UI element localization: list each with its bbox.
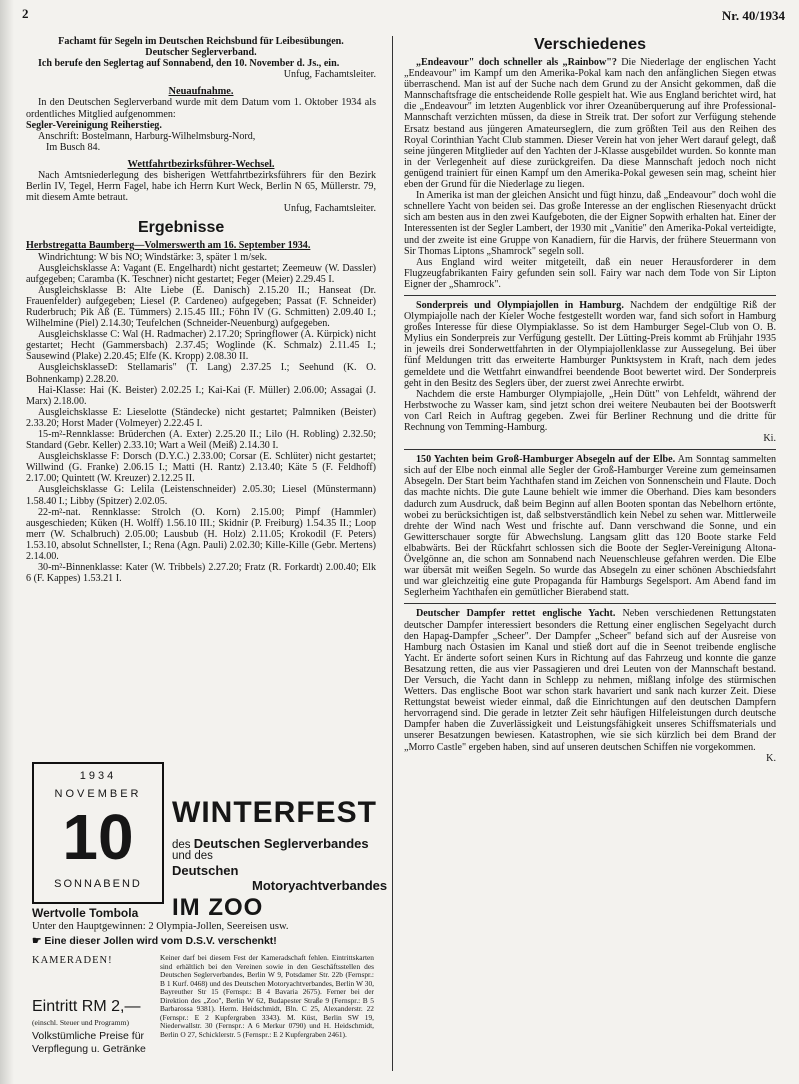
ad-weekday: SONNABEND (54, 878, 142, 890)
ad-ticket-info: Keiner darf bei diesem Fest der Kameradschaft fehlen. Eintrittskarten sind erhältlich bei den Vereinen sowie in den Geschäftsstellen des Deutschen Seglerverbandes, Berlin W 9, Potsdamer Str. 22b (Fernspr.: B 1 Kurf. 0468) und des Deutschen Motoryachtverbandes, Berlin W 30, Bayreuther Str 15 (Fernspr.: B 4 Bavaria 2675). Ferner bei der Direktion des „Zoo", Berlin W 62, Budapester Straße 9 (Fernspr.: B 5 Barbarossa 9381). Herm. Heidschmidt, Bln. C 25, Alexanderstr. 22 (Fernspr.: E 2 Kupfergraben 3343). M. Küst, Berlin SW 19, Niederwallstr. 30 (Fernspr.: A 6 Merkur 0790) und H. Heidschmidt, Berlin O 27, Schicklerstr. 5 (Fernspr.: E 2 Kupfergraben 2461). (160, 953, 374, 1039)
ad-prizes: Unter den Hauptgewinnen: 2 Olympia-Jollen, Seereisen usw. (32, 921, 289, 932)
article-olympiajollen-p2: Nachdem die erste Hamburger Olympiajolle, „Hein Dütt" von Lehfeldt, während der Herbstwoche zu Wasser kam, sind jetzt schon drei weitere Neubauten bei der Bootswerft von Carl Reich in Auftrag gegeben. Zwei für Berliner Rechnung und die dritte für Rechnung von Temming-Hamburg. (404, 388, 776, 433)
herbstregatta-title: Herbstregatta Baumberg—Volmerswerth am 16. September 1934. (26, 240, 311, 252)
left-column (26, 36, 376, 584)
wechsel-signature: Unfug, Fachamtsleiter. (283, 203, 376, 215)
article-separator (404, 449, 776, 450)
result-item: Windrichtung: W bis NO; Windstärke: 3, später 1 m/sek. (38, 251, 268, 263)
article-rettung (404, 608, 776, 752)
ad-tombola: Wertvolle Tombola (32, 906, 139, 920)
ad-line-1-bold: Deutschen Seglerverbandes (193, 836, 369, 851)
neuaufnahme-strasse: Im Busch 84. (46, 141, 101, 153)
ad-jolle-note: ☛ Eine dieser Jollen wird vom D.S.V. verschenkt! (32, 935, 277, 947)
result-item: 30-m²-Binnenklasse: Kater (W. Tribbels) 2.27.20; Fratz (R. Forkardt) 2.00.40; Elk 6 (F. Kappes) 1.53.21 I. (26, 562, 376, 585)
fachamt-line-2: Deutscher Seglerverband. (145, 47, 257, 59)
ad-line-1-pre: des (172, 839, 194, 851)
article-rettung-head: Deutscher Dampfer rettet englische Yacht. (416, 608, 616, 620)
result-item: 22-m²-nat. Rennklasse: Strolch (O. Korn) 2.15.00; Pimpf (Hammler) ausgeschieden; Küken (H. Wolff) 1.56.10 III.; Skidnir (P. Freiburg) 1.54.35 II.; Loop merr (W. Schalbruch) 2.05.00; Lausbub (H. Holz) 2.11.05; Krokodil (F. Peters) 1.53.10, absolut Schnellster, I.; Rena (Agn. Pauli) 2.02.30; Kille-Kille (Gebr. Mertens) 2.14.00. (26, 506, 376, 563)
neuaufnahme-verein: Segler-Vereinigung Reiherstieg. (26, 119, 162, 131)
result-item: Ausgleichsklasse B: Alte Liebe (E. Danisch) 2.15.20 II.; Hanseat (Dr. Frauenfelder) aufgegeben; Liesel (P. Cardeneo) aufgegeben; Passat (F. Schneider) Ruderbruch; Pik Aß (E. Tümmers) 2.15.45 III.; Föhn IV (G. Schmitten) 2.09.40 I.; Wilhelmine (Piel) 2.14.30; Teufelchen (Schneider-Neuenburg) aufgegeben. (26, 284, 376, 330)
article-endeavour-p2: In Amerika ist man der gleichen Ansicht und fügt hinzu, daß „Endeavour" doch wohl die schnellere Yacht von beiden sei. Das große Interesse an der englischen Riesenyacht drückt sich am besten aus in den zwei Kaufgeboten, die der Eigner Sopwith erhalten hat. Einer der Interessenten ist der Segler Lambert, der 1930 mit „Vanitie" den Amerika-Pokal verteidigte, und der zweite ist eine Gruppe von Kanadiern, für die Harvis, der frühere Steuermann von Sir Thomas Liptons „Shamrock" segeln soll. (404, 190, 776, 257)
wechsel-heading: Wettfahrtbezirksführer-Wechsel. (127, 158, 275, 170)
ad-year: 1934 (79, 770, 117, 782)
article-olympiajollen (404, 300, 776, 389)
seglertag-notice: Ich berufe den Seglertag auf Sonnabend, den 10. November d. Js., ein. (38, 58, 340, 70)
result-item: Ausgleichsklasse F: Dorsch (D.Y.C.) 2.33.00; Corsar (E. Schlüter) nicht gestartet; Willwind (G. Franke) 2.06.15 I.; Matti (H. Rantz) 2.13.40; Käte 5 (F. Feldhoff) 2.17.00; Quintett (W. Kreuzer) 2.12.25 II. (26, 451, 376, 485)
ad-title: WINTERFEST (172, 796, 377, 829)
ergebnisse-heading: Ergebnisse (138, 219, 225, 237)
ad-line-4: Motoryachtverbandes (252, 878, 388, 893)
article-endeavour-p3: Aus England wird weiter mitgeteilt, daß ein neuer Herausforderer in dem Flugzeugfabrikanten Fairy gefunden sein soll. Fairy war nach dem Tode von Sir Lipton Eigner der „Shamrock". (404, 256, 776, 290)
wechsel-text: Nach Amtsniederlegung des bisherigen Wettfahrtbezirksführers für den Bezirk Berlin IV, Tegel, Herrn Fagel, habe ich Herrn Kurt Weck, Berlin N 65, Müllerstr. 79, mit diesem Amte betraut. (26, 170, 376, 204)
article-absegeln (404, 454, 776, 598)
neuaufnahme-heading: Neuaufnahme. (168, 86, 234, 98)
article-rettung-body: Neben verschiedenen Rettungstaten deutscher Dampfer interessiert besonders die Rettung einer englischen Segelyacht durch den Hapag-Dampfer „Scheer". Der Dampfer „Scheer" befand sich auf der Ausreise von Hamburg nach Ostasien im Kanal und stieß dort auf die in Seenot treibende englische Yacht. Er änderte sofort seinen Kurs in Richtung auf das Fahrzeug und konnte die ganze Besatzung retten, die aus vier Passagieren und drei Leuten von der Mannschaft bestand. Der Versuch, die Yacht dann in Schlepp zu nehmen, mißlang infolge des stürmischen Wetters. Das englische Boot war schon stark havariert und sank nach kurzer Zeit. Diese Rettungstat beweist wieder einmal, daß die Einrichtungen auf den deutschen Dampfern hervorragend sind. Die gerade in letzter Zeit sehr häufigen Hilfeleistungen durch deutsche Dampfer haben die Zuverlässigkeit und Leistungsfähigkeit unseres Schiffsmaterials und unserer Besatzungen bewiesen. Katastrophen, wie sie sich kürzlich bei dem Brand der „Morro Castle" ergeben haben, sind auf unseren deutschen Schiffen nie vorgekommen. (404, 608, 776, 753)
winterfest-advertisement (26, 762, 388, 1068)
fachamt-line-1: Fachamt für Segeln im Deutschen Reichsbund für Leibesübungen. (58, 36, 344, 47)
verschiedenes-heading: Verschiedenes (533, 36, 647, 53)
article-endeavour (404, 57, 776, 190)
neuaufnahme-anschrift: Anschrift: Bostelmann, Harburg-Wilhelmsburg-Nord, (38, 130, 256, 142)
result-item: AusgleichsklasseD: Stellamaris" (T. Lang) 2.37.25 I.; Seehund (K. O. Bohnenkamp) 2.28.20. (26, 362, 376, 385)
ad-venue: IM ZOO (172, 894, 264, 921)
article-separator (404, 603, 776, 604)
article-absegeln-head: 150 Yachten beim Groß-Hamburger Absegeln auf der Elbe. (416, 454, 676, 466)
ad-month: NOVEMBER (54, 788, 142, 800)
article-rettung-sign: K. (766, 752, 776, 764)
issue-number: Nr. 40/1934 (721, 8, 785, 23)
ad-catering-2: Verpflegung u. Getränke (32, 1043, 146, 1055)
article-olympiajollen-head: Sonderpreis und Olympiajollen in Hamburg. (416, 299, 624, 311)
ad-day: 10 (62, 801, 134, 873)
right-column (404, 36, 776, 764)
article-endeavour-body: Die Niederlage der englischen Yacht „Endeavour" im Kampf um den Amerika-Pokal kam nach den anfänglichen Siegen etwas überraschend. Man ist auf der Suche nach dem Grund zu der Ansicht gekommen, daß die Mannschaftsfrage die entscheidende Rolle gespielt hat. Wie aus England berichtet wird, hat die „Endeavour" im letzten Augenblick vor ihrer Ozeanüberquerung auf ihre Professional-Mannschaft verzichten müssen, da diese in Streik trat. Der sofort zur Verfügung stehende Ersatz bestand aus jüngeren Amateurseglern, die zum größten Teil aus den Reihen des Royal Corinthian Yacht Club stammen. Dieser Verein hat von jeher Wert darauf gelegt, daß seine jüngeren Mitglieder auf den Yachten der J-Klasse ausgebildet wurden. So konnte man in der Verlegenheit auf diese zurückgreifen. Da diese Mannschaft jedoch noch nicht genügend trainiert für einen Kampf um den Amerika-Pokal gewesen sein mag, scheint hier eben der Grund für die Niederlage zu liegen. (404, 57, 776, 191)
article-olympiajollen-sign: Ki. (763, 433, 776, 445)
article-endeavour-head: „Endeavour" doch schneller als „Rainbow"? (416, 57, 617, 68)
article-absegeln-body: Am Sonntag sammelten sich auf der Elbe noch einmal alle Segler der Groß-Hamburger Vereine zum gemeinsamen Absegeln. Der Start beim Yachthafen stand im Zeichen von Sonnenschein und Flaute. Doch das machte nichts. Die gute Laune behielt wie immer die Oberhand. Dies kam besonders dadurch zum Ausdruck, daß beim Beginn auf allen Booten spontan das Nebelhorn ertönte, wobei zu berücksichtigen ist, daß selbstverständlich kein Nebel zu sehen war. Mittlerweile drehte der Wind nach West und frischte auf. Dann verschwand die Sonne, und ein Gewitterschauer sorgte für Abwechslung. Langsam glitt das 120 Boote starke Feld elbabwärts. Bei der Rückfahrt schlossen sich die Boote der Segler-Vereinigung Altona-Övelgönne an, die schon am Sonnabend nach Neuenschleuse gefahren werden. Die Elbe war übersät mit weißen Segeln. So wurde das Absegeln zu einer schönen Abschiedsfahrt und war gleichzeitig eine gute Propaganda für Hamburgs Segelsport. Am Abend fand im Seglerheim Yachthafen ein gemütlicher Bierabend statt. (404, 454, 776, 599)
article-separator (404, 295, 776, 296)
neuaufnahme-text: In den Deutschen Seglerverband wurde mit dem Datum vom 1. Oktober 1934 als ordentliches Mitglied aufgenommen: (26, 97, 376, 120)
results-list (26, 252, 376, 585)
article-olympiajollen-body: Nachdem der endgültige Riß der Olympiajolle nach der Kieler Woche festgestellt worden war, fand sich sofort in Hamburg großes Interesse für diese Olympiaklasse. So ist dem Hamburger Segel-Club von O. B. Mylius ein Sonderpreis zur Verfügung gestellt. Der Lütting-Preis kommt ab Frühjahr 1935 in jeweils drei Sonderwettfahrten in der Olympiajollenklasse zur Aussegelung. Bei über fünf Meldungen tritt das erweiterte Hamburger Punktsystem in Kraft, nach dem jedes gemeldete und die Wettfahrt einwandfrei beendende Boot bewertet wird. Der Sonderpreis geht in den Besitz des Seglers über, der zuerst zwei Anrechte erwirbt. (404, 299, 776, 389)
ad-line-2: und des (172, 850, 213, 862)
ad-price-note: (einschl. Steuer und Programm) (32, 1018, 130, 1027)
result-item: Ausgleichsklasse C: Wal (H. Radmacher) 2.17.20; Springflower (A. Kürpick) nicht gestartet; Hecht (Gammersbach) 2.37.45; Woglinde (K. Schmalz) 2.11.45 I.; Sausewind (Plake) 2.20.45; Elfe (K. Kropp) 2.08.30 II. (26, 329, 376, 363)
seglertag-signature: Unfug, Fachamtsleiter. (283, 69, 376, 81)
page-edge-shadow (0, 0, 14, 1084)
column-divider (392, 36, 393, 1071)
result-item: Ausgleichsklasse E: Lieselotte (Ständecke) nicht gestartet; Palmniken (Beister) 2.33.20; Horst Mader (Volmeyer) 2.22.45 I. (26, 406, 376, 429)
date-box (32, 762, 164, 904)
ad-kameraden: KAMERADEN! (32, 955, 113, 966)
result-item: 15-m²-Rennklasse: Brüderchen (A. Exter) 2.25.20 II.; Lilo (H. Robling) 2.32.50; Standard (Gebr. Keller) 2.33.10; Wart a Weil (Meiß) 2.14.30 I. (26, 429, 376, 452)
ad-price: Eintritt RM 2,— (32, 998, 141, 1015)
page-number: 2 (22, 6, 29, 21)
result-item: Ausgleichsklasse A: Vagant (E. Engelhardt) nicht gestartet; Zeemeuw (W. Dassler) aufgegeben; Caramba (K. Teschner) nicht gestartet; Feger (Meier) 2.29.45 I. (26, 262, 376, 285)
result-item: Hai-Klasse: Hai (K. Beister) 2.02.25 I.; Kai-Kai (F. Müller) 2.06.00; Assagai (J. Marx) 2.18.00. (26, 384, 376, 407)
ad-line-3: Deutschen (172, 863, 239, 878)
ad-catering-1: Volkstümliche Preise für (32, 1030, 145, 1042)
ad-line-1 (172, 836, 369, 851)
result-item: Ausgleichsklasse G: Lelila (Leistenschneider) 2.05.30; Liesel (Münstermann) 1.58.40 I.; Libby (Spitzer) 2.02.05. (26, 484, 376, 507)
